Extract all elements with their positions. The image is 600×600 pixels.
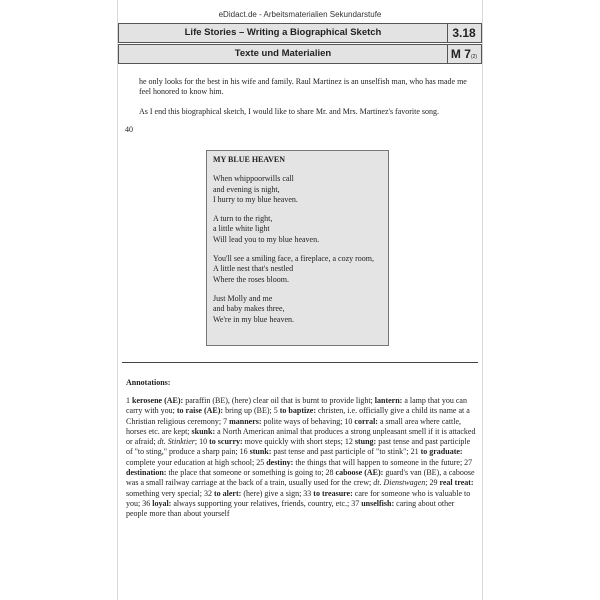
annotation-term: to graduate: [420,447,463,457]
song-line: Just Molly and me [213,293,273,303]
song-stanza [213,254,388,285]
song-stanza [213,294,388,325]
annotation-separator: ; 29 [425,478,440,488]
annotation-definition: caring about other people more than about yourself [126,498,455,519]
annotation-german: dt. Stinktier [157,437,195,447]
song-title: MY BLUE HEAVEN [213,155,286,164]
annotation-definition: past tense and past participle of "to stink"; 21 [271,447,421,457]
annotation-definition: always supporting your relatives, friends, country, etc.; 37 [171,498,362,508]
song-stanza [213,174,388,205]
annotation-definition: something very special; 32 [126,488,214,498]
line-number: 40 [125,125,133,134]
annotation-definition: bring up (BE); 5 [223,406,280,416]
annotation-definition: the things that will happen to someone in the future; 27 [293,457,473,467]
annotation-term: destination: [126,468,167,478]
annotation-term: skunk: [191,426,216,436]
annotation-definition: move quickly with short steps; 12 [242,437,355,447]
annotation-definition: complete your education at high school; 25 [126,457,267,467]
annotation-definition: polite ways of behaving; 10 [261,416,355,426]
annotation-definition: a lamp that you can carry with you; [126,396,467,416]
annotation-term: unselfish: [361,498,395,508]
annotation-definition: the place that someone or something is going to; 28 [166,468,336,478]
annotations-text [126,396,476,520]
annotation-definition: (here) give a sign; 33 [241,488,314,498]
header-row-title [118,23,482,43]
song-line: When whippoorwills call [213,174,294,184]
song-line: and evening is night, [213,184,280,194]
annotation-term: to baptize: [279,406,316,416]
worksheet-subtitle: Texte und Materialien [119,45,448,63]
song-line: a little white light [213,224,270,234]
song-line: I hurry to my blue heaven. [213,194,298,204]
annotation-definition: care for someone who is valuable to you; 36 [126,488,471,508]
annotation-term: loyal: [152,498,172,508]
song-line: Where the roses bloom. [213,274,289,284]
worksheet-title: Life Stories – Writing a Biographical Sketch [119,24,448,42]
header-row-subtitle [118,44,482,64]
annotation-term: lantern: [374,396,403,405]
song-line: A turn to the right, [213,214,273,224]
annotations-heading: Annotations: [126,378,171,387]
annotation-definition: a small area where cattle, horses etc. are kept; [126,416,462,436]
annotation-definition: past tense and past participle of "to sting," produce a sharp pain; 16 [126,437,471,457]
material-sub: (2) [470,54,478,60]
annotation-term: stung: [354,437,377,447]
annotation-term: real treat: [439,478,474,488]
song-line: We're in my blue heaven. [213,314,294,324]
material-number [447,45,481,63]
song-line: and baby makes three, [213,304,285,314]
song-line: Will lead you to my blue heaven. [213,234,320,244]
annotation-definition: paraffin (BE), (here) clear oil that is burnt to provide light; [183,396,375,405]
song-stanza [213,214,388,245]
annotation-term: destiny: [266,457,294,467]
paragraph-1: he only looks for the best in his wife and family. Raul Martinez is an unselfish man, who has made me feel honored to know him. [139,77,467,97]
annotation-term: caboose (AE): [335,468,384,478]
annotation-definition: a North American animal that produces a strong unpleasant smell if it is attacked or afraid; [126,426,476,447]
song-line: A little nest that's nestled [213,264,294,274]
paragraph-2: As I end this biographical sketch, I would like to share Mr. and Mrs. Martinez's favorite song. [139,106,440,116]
annotation-term: corral: [354,416,378,426]
divider [122,362,478,363]
annotation-separator: ; 10 [194,437,210,447]
annotation-term: to scurry: [209,437,243,447]
song-box [206,150,389,346]
annotation-term: kerosene (AE): [132,396,184,405]
annotation-definition: christen, i.e. officially give a child its name at a Christian religious ceremony; 7 [126,406,470,426]
worksheet-code: 3.18 [452,26,476,40]
material-label: M 7 [450,47,471,61]
song-stanzas [213,174,388,325]
body-text [139,77,475,126]
site-title: eDidact.de - Arbeitsmaterialien Sekundarstufe [218,10,382,19]
annotation-term: to raise (AE): [176,406,224,416]
annotation-term: stunk: [249,447,272,457]
annotation-prefix: 1 [126,396,132,405]
annotation-term: manners: [229,416,262,426]
song-line: You'll see a smiling face, a fireplace, a cozy room, [213,254,375,264]
document-page [117,0,483,600]
annotation-term: to alert: [213,488,242,498]
annotation-definition: guard's van (BE), a caboose was a small railway carriage at the back of a train, usually used for the crew; [126,468,475,488]
annotation-german: dt. Dienstwagen [373,478,426,488]
annotation-term: to treasure: [313,488,353,498]
